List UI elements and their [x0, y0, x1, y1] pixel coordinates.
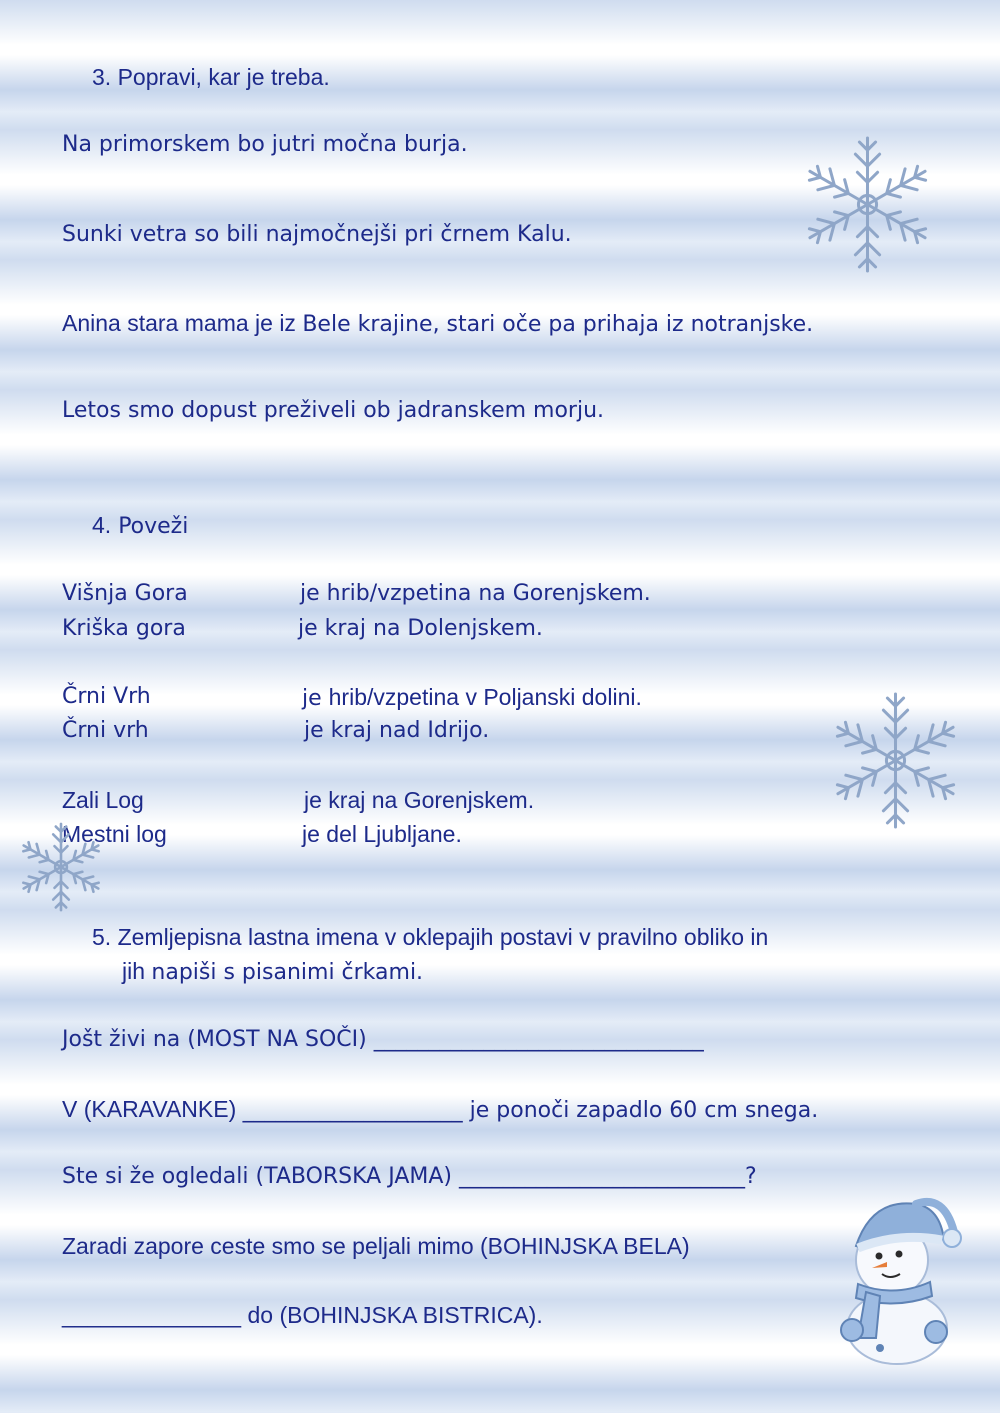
exercise-line-5-a: ______________ — [62, 1302, 242, 1328]
sentence-3 — [62, 312, 813, 336]
match-right-3 — [302, 686, 642, 710]
match-right-1: je hrib/vzpetina na Gorenjskem. — [300, 581, 651, 606]
section-4-number: 4. — [92, 512, 112, 538]
exercise-line-2-a: V (KARAVANKE) — [62, 1096, 243, 1122]
section-3-heading: 3. Popravi, kar je treba. — [92, 64, 330, 90]
match-right-2: je kraj na Dolenjskem. — [298, 616, 543, 641]
match-left-6: Mestni log — [62, 821, 167, 847]
match-right-6: je del Ljubljane. — [302, 821, 462, 847]
snowman-icon — [832, 1188, 962, 1366]
exercise-line-1: Jošt živi na (MOST NA SOČI) ______________________________ — [62, 1027, 704, 1052]
exercise-line-5-b: do (BOHINJSKA BISTRICA). — [241, 1302, 543, 1328]
exercise-line-2-b: ____________________ je ponoči zapadlo 60 cm snega. — [242, 1098, 819, 1123]
match-right-3-a: je — [302, 686, 329, 711]
exercise-line-2 — [62, 1098, 818, 1122]
match-right-4: je kraj nad Idrijo. — [304, 718, 490, 743]
sentence-3-part-1: Anina stara mama je iz — [62, 310, 303, 336]
sentence-3-part-2: Bele krajine, stari oče pa prihaja iz notranjske. — [302, 312, 814, 337]
section-4-title: Poveži — [118, 514, 189, 539]
match-right-5: je kraj na Gorenjskem. — [304, 787, 535, 813]
match-left-1: Višnja Gora — [62, 581, 188, 606]
match-right-3-b: hrib/vzpetina v Poljanski dolini. — [328, 684, 642, 710]
snowflake-icon — [823, 688, 968, 833]
snowflake-icon — [14, 820, 108, 914]
match-left-2: Kriška gora — [62, 616, 186, 641]
snowflake-icon — [795, 132, 940, 277]
exercise-line-5 — [62, 1304, 543, 1327]
sentence-1: Na primorskem bo jutri močna burja. — [62, 132, 468, 157]
section-4-heading — [92, 514, 188, 538]
section-5-heading-part-a: jih — [122, 958, 152, 984]
sentence-4: Letos smo dopust preživeli ob jadranskem morju. — [62, 398, 605, 423]
exercise-line-3: Ste si že ogledali (TABORSKA JAMA) __________________________? — [62, 1164, 757, 1189]
exercise-line-4: Zaradi zapore ceste smo se peljali mimo (BOHINJSKA BELA) — [62, 1233, 690, 1259]
match-left-4: Črni vrh — [62, 718, 149, 743]
section-5-heading-line-2 — [122, 960, 423, 984]
section-5-heading-part-b: napiši s pisanimi črkami. — [151, 960, 424, 985]
match-left-3: Črni Vrh — [62, 684, 151, 709]
section-5-heading: 5. Zemljepisna lastna imena v oklepajih postavi v pravilno obliko in — [92, 924, 769, 950]
sentence-2: Sunki vetra so bili najmočnejši pri črnem Kalu. — [62, 222, 572, 247]
match-left-5: Zali Log — [62, 787, 144, 813]
